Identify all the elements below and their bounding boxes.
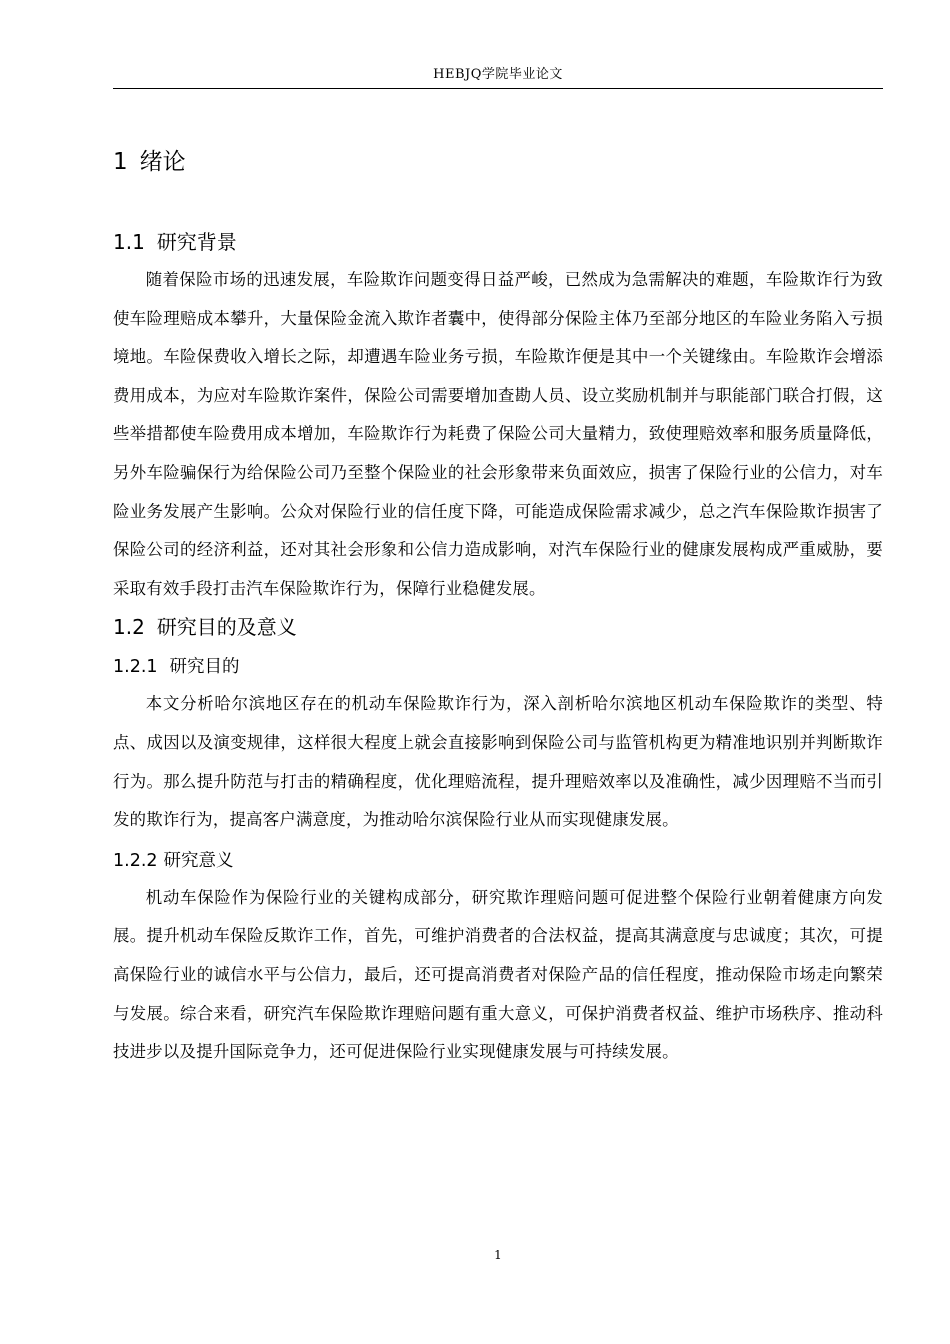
section-1-2-2-paragraph: 机动车保险作为保险行业的关键构成部分，研究欺诈理赔问题可促进整个保险行业朝着健康方向发展。提升机动车保险反欺诈工作，首先，可维护消费者的合法权益，提高其满意度与忠诚度；其次，可提高保险行业的诚信水平与公信力，最后，还可提高消费者对保险产品的信任程度，推动保险市场走向繁荣与发展。综合来看，研究汽车保险欺诈理赔问题有重大意义，可保护消费者权益、维护市场秩序、推动科技进步以及提升国际竞争力，还可促进保险行业实现健康发展与可持续发展。 xyxy=(113,887,883,1062)
chapter-title xyxy=(113,140,883,184)
chapter-number: 1 xyxy=(113,149,128,175)
section-1-2-2-heading xyxy=(113,843,883,879)
section-1-2-1-paragraph: 本文分析哈尔滨地区存在的机动车保险欺诈行为，深入剖析哈尔滨地区机动车保险欺诈的类型、特点、成因以及演变规律，这样很大程度上就会直接影响到保险公司与监管机构更为精准地识别并判断欺诈行为。那么提升防范与打击的精确程度，优化理赔流程，提升理赔效率以及准确性，减少因理赔不当而引发的欺诈行为，提高客户满意度，为推动哈尔滨保险行业从而实现健康发展。 xyxy=(113,694,883,830)
section-1-1-heading xyxy=(113,223,883,261)
section-1-2-number: 1.2 xyxy=(113,615,145,640)
section-1-2-2-number: 1.2.2 xyxy=(113,850,158,871)
section-1-2-heading xyxy=(113,608,883,646)
page-number: 1 xyxy=(494,1248,502,1262)
section-1-1-title: 研究背景 xyxy=(156,230,237,254)
section-1-2-1-number: 1.2.1 xyxy=(113,657,158,678)
section-1-2-title: 研究目的及意义 xyxy=(156,615,297,640)
section-1-2-1-heading xyxy=(113,649,883,685)
section-1-1-paragraph: 随着保险市场的迅速发展，车险欺诈问题变得日益严峻，已然成为急需解决的难题，车险欺诈行为致使车险理赔成本攀升，大量保险金流入欺诈者囊中，使得部分保险主体乃至部分地区的车险业务陷入亏损境地。车险保费收入增长之际，却遭遇车险业务亏损，车险欺诈便是其中一个关键缘由。车险欺诈会增添费用成本，为应对车险欺诈案件，保险公司需要增加查勘人员、设立奖励机制并与职能部门联合打假，这些举措都使车险费用成本增加，车险欺诈行为耗费了保险公司大量精力，致使理赔效率和服务质量降低，另外车险骗保行为给保险公司乃至整个保险业的社会形象带来负面效应，损害了保险行业的公信力，对车险业务发展产生影响。公众对保险行业的信任度下降，可能造成保险需求减少，总之汽车保险欺诈损害了保险公司的经济利益，还对其社会形象和公信力造成影响，对汽车保险行业的健康发展构成严重威胁，要采取有效手段打击汽车保险欺诈行为，保障行业稳健发展。 xyxy=(113,270,883,598)
chapter-title-text: 绪论 xyxy=(139,149,186,175)
section-1-2-1-title: 研究目的 xyxy=(169,657,240,678)
section-1-2-2-title: 研究意义 xyxy=(163,850,234,871)
page-content xyxy=(113,140,883,1072)
running-header: HEBJQ学院毕业论文 xyxy=(433,67,563,82)
header-rule xyxy=(113,88,883,89)
section-1-1-number: 1.1 xyxy=(113,230,145,254)
